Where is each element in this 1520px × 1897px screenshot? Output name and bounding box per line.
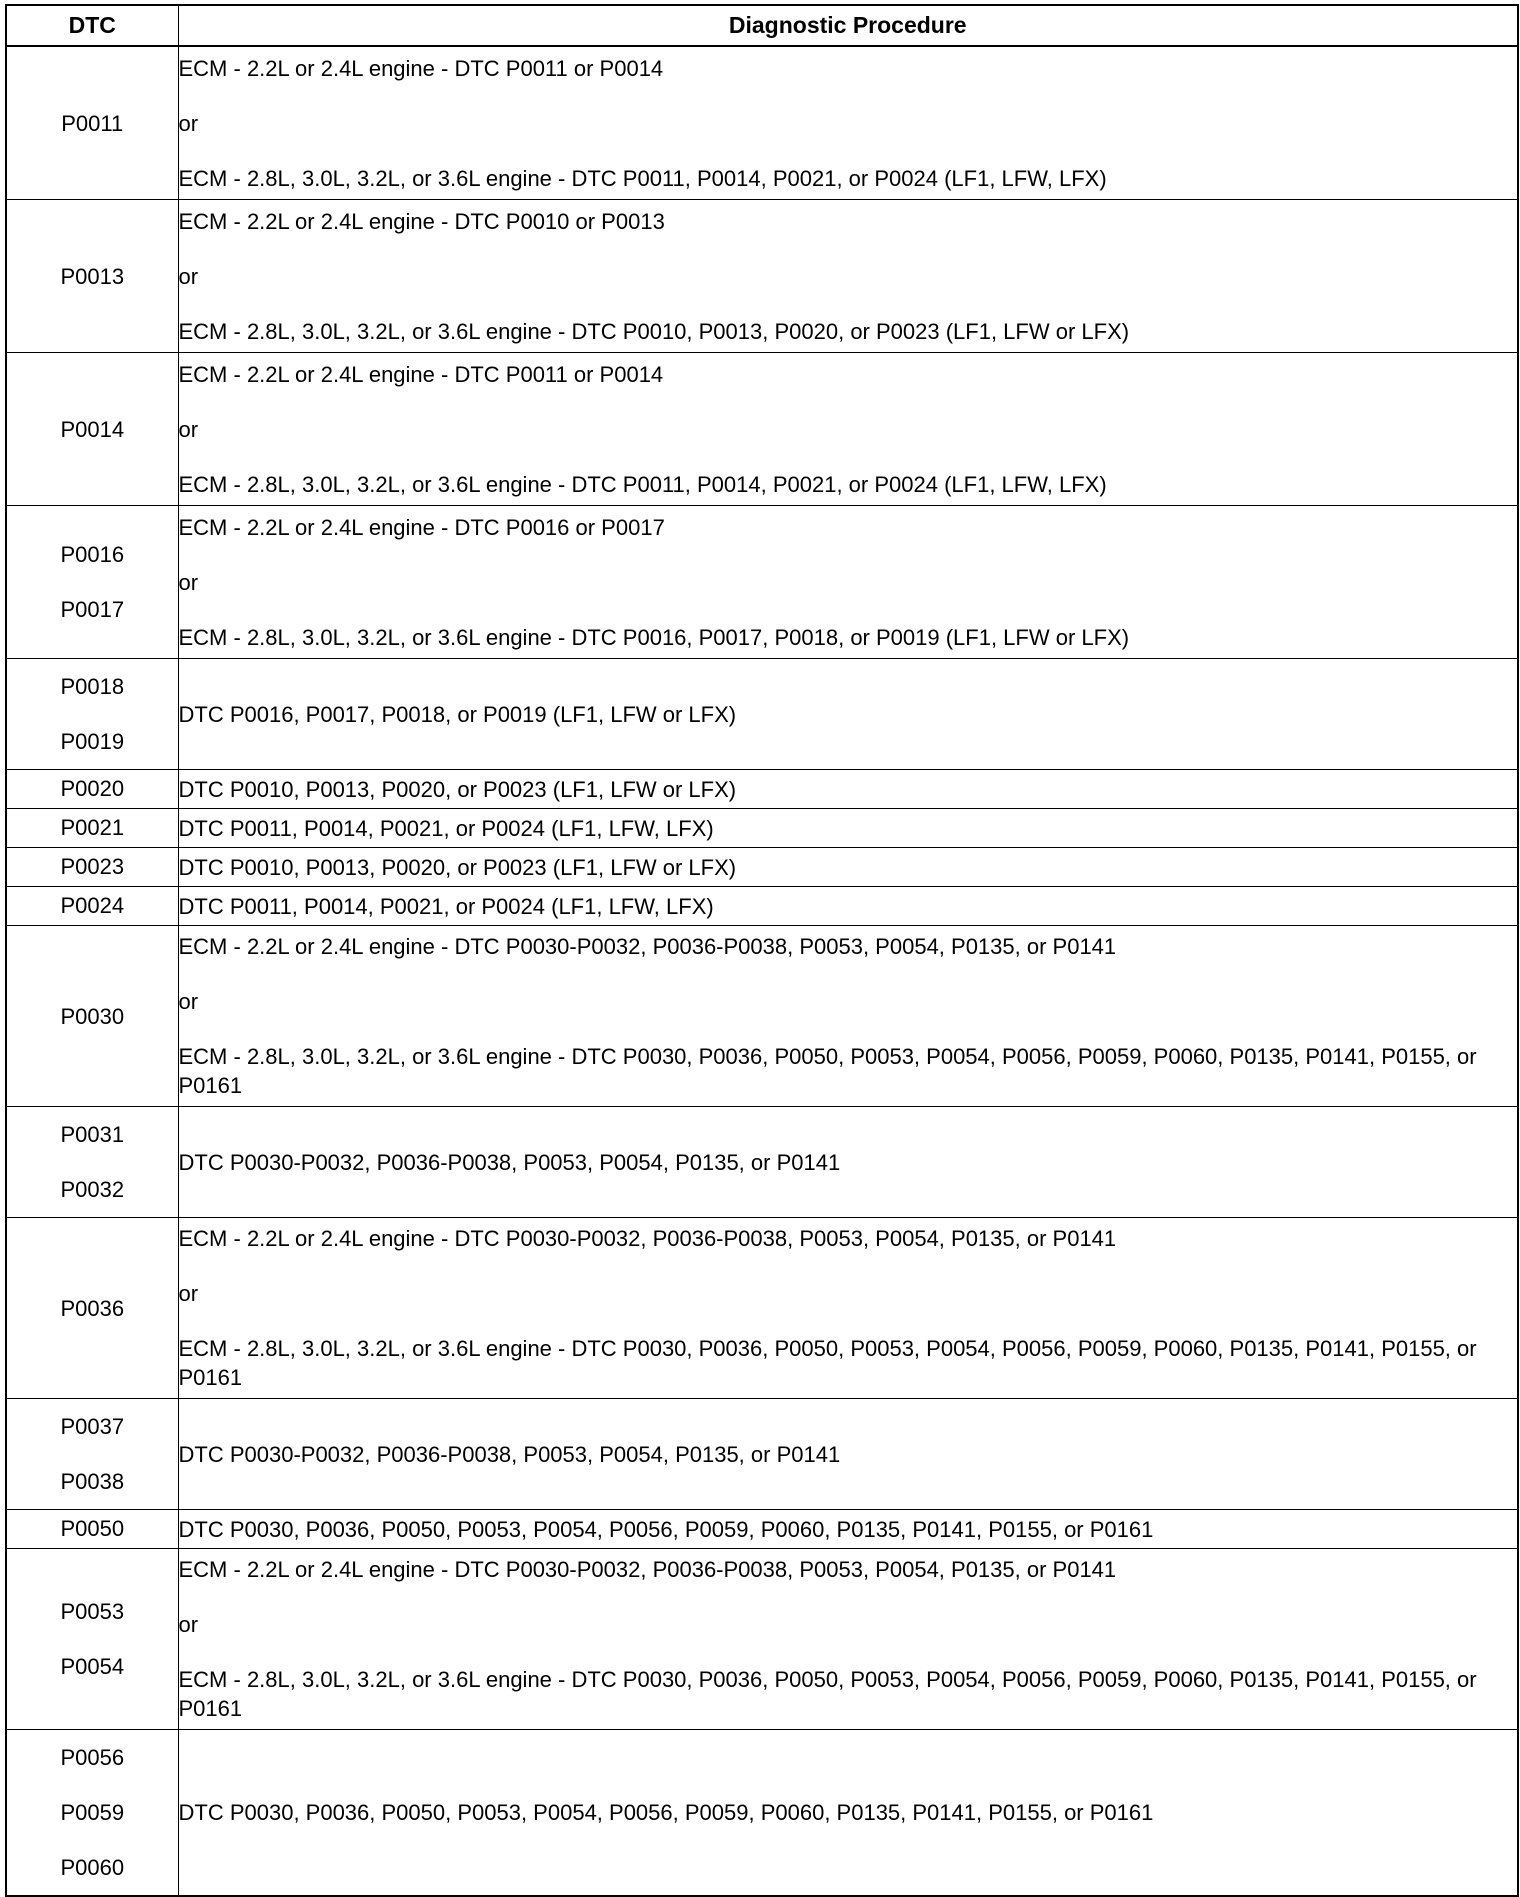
table-row — [6, 353, 1518, 506]
procedure-cell — [178, 200, 1518, 353]
dtc-code: P0011 — [61, 110, 124, 136]
procedure-line: ECM - 2.8L, 3.0L, 3.2L, or 3.6L engine - DTC P0010, P0013, P0020, or P0023 (LF1, LFW or LFX) — [178, 318, 1130, 344]
table-row — [6, 1107, 1518, 1218]
dtc-code: P0036 — [60, 1295, 125, 1321]
procedure-cell — [178, 353, 1518, 506]
dtc-cell — [6, 887, 178, 926]
dtc-code: P0056 — [60, 1745, 125, 1770]
procedure-cell — [178, 926, 1518, 1107]
dtc-code: P0018 — [60, 674, 125, 699]
dtc-cell — [6, 353, 178, 506]
dtc-cell — [6, 770, 178, 809]
procedure-cell — [178, 1549, 1518, 1730]
table-row — [6, 848, 1518, 887]
dtc-code: P0016 — [60, 542, 125, 567]
procedure-line: DTC P0016, P0017, P0018, or P0019 (LF1, LFW or LFX) — [178, 701, 737, 727]
procedure-line: ECM - 2.2L or 2.4L engine - DTC P0030-P0032, P0036-P0038, P0053, P0054, P0135, or P0141 — [178, 1557, 1117, 1582]
dtc-code: P0037 — [60, 1414, 125, 1439]
procedure-line: DTC P0030, P0036, P0050, P0053, P0054, P0056, P0059, P0060, P0135, P0141, P0155, or P0161 — [178, 1516, 1154, 1542]
table-row — [6, 659, 1518, 770]
procedure-line: ECM - 2.2L or 2.4L engine - DTC P0011 or P0014 — [178, 361, 664, 387]
dtc-column-header: DTC — [6, 5, 178, 46]
dtc-code: P0032 — [60, 1177, 125, 1202]
procedure-cell — [178, 46, 1518, 200]
dtc-cell — [6, 809, 178, 848]
table-row — [6, 200, 1518, 353]
table-row — [6, 1510, 1518, 1549]
procedure-line: or — [178, 1281, 199, 1306]
dtc-code: P0023 — [60, 854, 125, 879]
dtc-cell — [6, 1549, 178, 1730]
dtc-cell — [6, 659, 178, 770]
dtc-procedure-table — [5, 4, 1519, 1897]
dtc-code: P0053 — [60, 1599, 125, 1624]
table-row — [6, 46, 1518, 200]
dtc-code: P0031 — [60, 1122, 125, 1147]
procedure-line: DTC P0011, P0014, P0021, or P0024 (LF1, LFW, LFX) — [178, 815, 714, 841]
procedure-cell — [178, 1218, 1518, 1399]
procedure-line: DTC P0010, P0013, P0020, or P0023 (LF1, LFW or LFX) — [178, 854, 737, 880]
dtc-code: P0038 — [60, 1469, 125, 1494]
procedure-line: ECM - 2.2L or 2.4L engine - DTC P0030-P0032, P0036-P0038, P0053, P0054, P0135, or P0141 — [178, 934, 1117, 959]
dtc-cell — [6, 1107, 178, 1218]
dtc-code: P0050 — [60, 1516, 125, 1541]
procedure-cell — [178, 1730, 1518, 1897]
dtc-cell — [6, 506, 178, 659]
dtc-cell — [6, 200, 178, 353]
procedure-cell — [178, 809, 1518, 848]
dtc-code: P0024 — [60, 893, 125, 918]
dtc-cell — [6, 1510, 178, 1549]
dtc-cell — [6, 926, 178, 1107]
dtc-code: P0020 — [60, 776, 125, 801]
procedure-line: or — [178, 263, 199, 289]
dtc-code: P0054 — [60, 1654, 125, 1679]
dtc-cell — [6, 1218, 178, 1399]
procedure-line: or — [178, 1612, 199, 1637]
procedure-cell — [178, 887, 1518, 926]
procedure-line: DTC P0011, P0014, P0021, or P0024 (LF1, LFW, LFX) — [178, 893, 714, 919]
procedure-line: ECM - 2.2L or 2.4L engine - DTC P0016 or P0017 — [178, 514, 665, 540]
procedure-line: or — [178, 989, 199, 1014]
table-row — [6, 1218, 1518, 1399]
dtc-code: P0014 — [60, 416, 125, 442]
procedure-line: DTC P0030-P0032, P0036-P0038, P0053, P0054, P0135, or P0141 — [178, 1441, 841, 1467]
table-row — [6, 1399, 1518, 1510]
dtc-code: P0059 — [60, 1800, 125, 1825]
procedure-line: DTC P0030, P0036, P0050, P0053, P0054, P0056, P0059, P0060, P0135, P0141, P0155, or P0161 — [178, 1800, 1154, 1825]
dtc-cell — [6, 46, 178, 200]
procedure-line: ECM - 2.8L, 3.0L, 3.2L, or 3.6L engine - DTC P0030, P0036, P0050, P0053, P0054, P0056, P0059, P0060, P0135, P0141, P0155, or P0161 — [178, 1044, 1477, 1098]
procedure-line: ECM - 2.2L or 2.4L engine - DTC P0011 or P0014 — [178, 55, 664, 81]
procedure-line: or — [178, 416, 199, 442]
procedure-line: or — [178, 569, 199, 595]
procedure-column-header: Diagnostic Procedure — [178, 5, 1518, 46]
dtc-code: P0021 — [60, 815, 125, 840]
procedure-cell — [178, 770, 1518, 809]
procedure-line: ECM - 2.2L or 2.4L engine - DTC P0030-P0032, P0036-P0038, P0053, P0054, P0135, or P0141 — [178, 1226, 1117, 1251]
dtc-code: P0013 — [60, 263, 125, 289]
procedure-cell — [178, 659, 1518, 770]
procedure-line: DTC P0030-P0032, P0036-P0038, P0053, P0054, P0135, or P0141 — [178, 1149, 841, 1175]
procedure-cell — [178, 848, 1518, 887]
procedure-cell — [178, 1510, 1518, 1549]
dtc-code: P0019 — [60, 729, 125, 754]
procedure-line: ECM - 2.8L, 3.0L, 3.2L, or 3.6L engine - DTC P0016, P0017, P0018, or P0019 (LF1, LFW or LFX) — [178, 624, 1130, 650]
procedure-cell — [178, 506, 1518, 659]
procedure-line: DTC P0010, P0013, P0020, or P0023 (LF1, LFW or LFX) — [178, 776, 737, 802]
table-row — [6, 926, 1518, 1107]
procedure-line: ECM - 2.2L or 2.4L engine - DTC P0010 or P0013 — [178, 208, 665, 234]
procedure-line: ECM - 2.8L, 3.0L, 3.2L, or 3.6L engine - DTC P0011, P0014, P0021, or P0024 (LF1, LFW, LFX) — [178, 165, 1107, 191]
table-row — [6, 770, 1518, 809]
dtc-code: P0017 — [60, 597, 125, 622]
table-row — [6, 1549, 1518, 1730]
table-header-row — [6, 5, 1518, 46]
dtc-code: P0060 — [60, 1855, 125, 1880]
table-row — [6, 506, 1518, 659]
dtc-cell — [6, 1730, 178, 1897]
procedure-line: or — [178, 110, 199, 136]
dtc-cell — [6, 848, 178, 887]
table-row — [6, 1730, 1518, 1897]
procedure-cell — [178, 1399, 1518, 1510]
dtc-code: P0030 — [60, 1003, 125, 1029]
procedure-cell — [178, 1107, 1518, 1218]
table-row — [6, 887, 1518, 926]
table-row — [6, 809, 1518, 848]
procedure-line: ECM - 2.8L, 3.0L, 3.2L, or 3.6L engine - DTC P0030, P0036, P0050, P0053, P0054, P0056, P0059, P0060, P0135, P0141, P0155, or P0161 — [178, 1667, 1477, 1721]
dtc-cell — [6, 1399, 178, 1510]
procedure-line: ECM - 2.8L, 3.0L, 3.2L, or 3.6L engine - DTC P0030, P0036, P0050, P0053, P0054, P0056, P0059, P0060, P0135, P0141, P0155, or P0161 — [178, 1336, 1477, 1390]
procedure-line: ECM - 2.8L, 3.0L, 3.2L, or 3.6L engine - DTC P0011, P0014, P0021, or P0024 (LF1, LFW, LFX) — [178, 471, 1107, 497]
